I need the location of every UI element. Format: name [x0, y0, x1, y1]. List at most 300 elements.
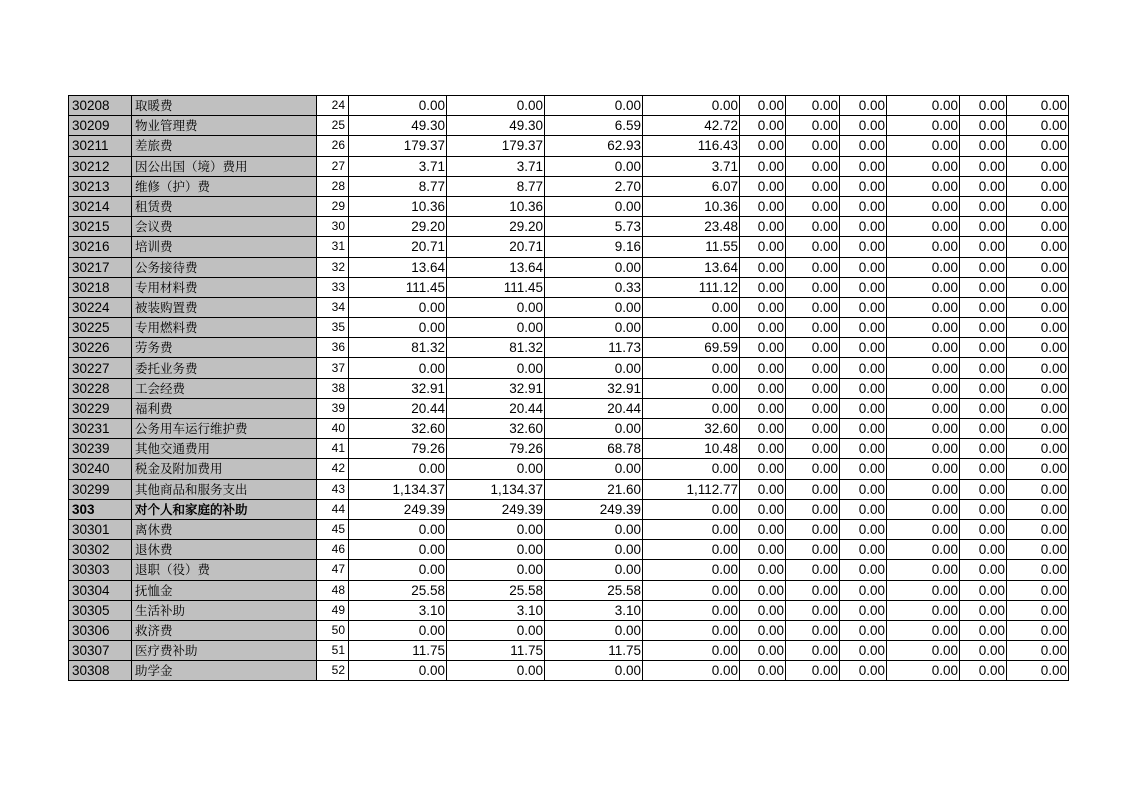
- amount-cell: 0.00: [960, 358, 1007, 378]
- amount-cell: 0.00: [887, 217, 960, 237]
- amount-cell: 0.00: [840, 237, 887, 257]
- amount-cell: 0.00: [1007, 297, 1069, 317]
- amount-cell: 0.00: [740, 560, 786, 580]
- amount-cell: 0.00: [960, 257, 1007, 277]
- amount-cell: 0.00: [960, 560, 1007, 580]
- account-name-cell: 取暖费: [132, 96, 317, 116]
- amount-cell: 0.00: [887, 176, 960, 196]
- amount-cell: 25.58: [545, 580, 643, 600]
- amount-cell: 0.00: [740, 661, 786, 681]
- account-name-cell: 专用材料费: [132, 277, 317, 297]
- account-code-cell: 30216: [69, 237, 132, 257]
- line-number-cell: 30: [317, 217, 349, 237]
- amount-cell: 0.00: [1007, 479, 1069, 499]
- amount-cell: 0.00: [740, 136, 786, 156]
- amount-cell: 0.00: [887, 338, 960, 358]
- amount-cell: 0.00: [740, 297, 786, 317]
- line-number-cell: 46: [317, 540, 349, 560]
- amount-cell: 0.00: [786, 338, 840, 358]
- amount-cell: 0.00: [786, 136, 840, 156]
- amount-cell: 81.32: [447, 338, 545, 358]
- amount-cell: 0.00: [545, 419, 643, 439]
- account-name-cell: 助学金: [132, 661, 317, 681]
- amount-cell: 0.00: [1007, 217, 1069, 237]
- amount-cell: 32.91: [349, 378, 447, 398]
- amount-cell: 10.36: [349, 196, 447, 216]
- table-row: [69, 156, 1069, 176]
- amount-cell: 0.00: [840, 661, 887, 681]
- amount-cell: 0.00: [740, 459, 786, 479]
- amount-cell: 0.00: [840, 297, 887, 317]
- amount-cell: 0.00: [1007, 580, 1069, 600]
- account-code-cell: 30301: [69, 519, 132, 539]
- amount-cell: 0.00: [1007, 519, 1069, 539]
- amount-cell: 0.00: [643, 560, 740, 580]
- amount-cell: 0.00: [786, 237, 840, 257]
- account-code-cell: 30212: [69, 156, 132, 176]
- amount-cell: 0.00: [740, 277, 786, 297]
- amount-cell: 0.00: [840, 439, 887, 459]
- amount-cell: 0.00: [545, 156, 643, 176]
- amount-cell: 0.00: [1007, 237, 1069, 257]
- amount-cell: 20.44: [349, 398, 447, 418]
- amount-cell: 0.00: [1007, 277, 1069, 297]
- amount-cell: 3.10: [349, 600, 447, 620]
- account-code-cell: 30305: [69, 600, 132, 620]
- amount-cell: 0.00: [786, 661, 840, 681]
- amount-cell: 11.75: [545, 641, 643, 661]
- line-number-cell: 47: [317, 560, 349, 580]
- amount-cell: 0.00: [840, 378, 887, 398]
- amount-cell: 0.00: [786, 560, 840, 580]
- amount-cell: 0.00: [840, 217, 887, 237]
- table-row: [69, 620, 1069, 640]
- amount-cell: 0.00: [740, 479, 786, 499]
- amount-cell: 0.00: [887, 257, 960, 277]
- line-number-cell: 52: [317, 661, 349, 681]
- amount-cell: 8.77: [447, 176, 545, 196]
- amount-cell: 3.71: [447, 156, 545, 176]
- table-row: [69, 297, 1069, 317]
- amount-cell: 0.00: [545, 459, 643, 479]
- line-number-cell: 26: [317, 136, 349, 156]
- amount-cell: 111.45: [349, 277, 447, 297]
- account-code-cell: 30307: [69, 641, 132, 661]
- table-row: [69, 217, 1069, 237]
- amount-cell: 0.00: [960, 217, 1007, 237]
- line-number-cell: 34: [317, 297, 349, 317]
- amount-cell: 0.00: [545, 96, 643, 116]
- amount-cell: 0.00: [960, 580, 1007, 600]
- account-name-cell: 生活补助: [132, 600, 317, 620]
- amount-cell: 0.00: [960, 398, 1007, 418]
- amount-cell: 0.00: [960, 338, 1007, 358]
- amount-cell: 0.00: [840, 459, 887, 479]
- amount-cell: 79.26: [447, 439, 545, 459]
- line-number-cell: 45: [317, 519, 349, 539]
- table-row: [69, 641, 1069, 661]
- table-row: [69, 600, 1069, 620]
- amount-cell: 0.00: [740, 378, 786, 398]
- amount-cell: 0.00: [887, 459, 960, 479]
- amount-cell: 0.00: [740, 439, 786, 459]
- amount-cell: 0.00: [960, 237, 1007, 257]
- amount-cell: 249.39: [349, 499, 447, 519]
- amount-cell: 0.00: [740, 196, 786, 216]
- account-code-cell: 303: [69, 499, 132, 519]
- amount-cell: 10.36: [447, 196, 545, 216]
- amount-cell: 25.58: [447, 580, 545, 600]
- amount-cell: 29.20: [447, 217, 545, 237]
- amount-cell: 3.71: [349, 156, 447, 176]
- amount-cell: 0.00: [786, 499, 840, 519]
- amount-cell: 0.00: [740, 176, 786, 196]
- amount-cell: 0.00: [786, 479, 840, 499]
- amount-cell: 0.00: [887, 661, 960, 681]
- account-code-cell: 30228: [69, 378, 132, 398]
- amount-cell: 0.00: [740, 116, 786, 136]
- amount-cell: 10.36: [643, 196, 740, 216]
- table-row: [69, 196, 1069, 216]
- amount-cell: 0.00: [740, 620, 786, 640]
- account-code-cell: 30308: [69, 661, 132, 681]
- amount-cell: 0.00: [887, 297, 960, 317]
- amount-cell: 0.00: [545, 318, 643, 338]
- table-row: [69, 318, 1069, 338]
- amount-cell: 49.30: [447, 116, 545, 136]
- amount-cell: 0.00: [643, 499, 740, 519]
- line-number-cell: 51: [317, 641, 349, 661]
- amount-cell: 0.00: [840, 156, 887, 176]
- amount-cell: 32.60: [349, 419, 447, 439]
- table-row: [69, 96, 1069, 116]
- line-number-cell: 49: [317, 600, 349, 620]
- line-number-cell: 35: [317, 318, 349, 338]
- amount-cell: 0.00: [786, 116, 840, 136]
- account-code-cell: 30240: [69, 459, 132, 479]
- amount-cell: 0.00: [643, 297, 740, 317]
- amount-cell: 0.33: [545, 277, 643, 297]
- line-number-cell: 32: [317, 257, 349, 277]
- amount-cell: 0.00: [887, 540, 960, 560]
- amount-cell: 25.58: [349, 580, 447, 600]
- amount-cell: 0.00: [643, 519, 740, 539]
- amount-cell: 0.00: [1007, 641, 1069, 661]
- account-name-cell: 租赁费: [132, 196, 317, 216]
- amount-cell: 0.00: [887, 398, 960, 418]
- amount-cell: 32.60: [643, 419, 740, 439]
- table-row: [69, 398, 1069, 418]
- amount-cell: 0.00: [887, 156, 960, 176]
- line-number-cell: 36: [317, 338, 349, 358]
- amount-cell: 32.91: [447, 378, 545, 398]
- amount-cell: 0.00: [887, 560, 960, 580]
- amount-cell: 0.00: [960, 196, 1007, 216]
- table-row: [69, 519, 1069, 539]
- amount-cell: 0.00: [960, 600, 1007, 620]
- amount-cell: 0.00: [960, 439, 1007, 459]
- line-number-cell: 44: [317, 499, 349, 519]
- amount-cell: 0.00: [786, 540, 840, 560]
- account-name-cell: 离休费: [132, 519, 317, 539]
- amount-cell: 0.00: [786, 398, 840, 418]
- amount-cell: 0.00: [786, 641, 840, 661]
- amount-cell: 0.00: [1007, 96, 1069, 116]
- amount-cell: 0.00: [447, 540, 545, 560]
- amount-cell: 0.00: [960, 378, 1007, 398]
- amount-cell: 0.00: [643, 620, 740, 640]
- table-body: [69, 96, 1069, 681]
- account-code-cell: 30225: [69, 318, 132, 338]
- amount-cell: 0.00: [349, 297, 447, 317]
- amount-cell: 0.00: [840, 479, 887, 499]
- amount-cell: 0.00: [840, 196, 887, 216]
- amount-cell: 0.00: [786, 459, 840, 479]
- amount-cell: 0.00: [545, 196, 643, 216]
- line-number-cell: 27: [317, 156, 349, 176]
- amount-cell: 0.00: [643, 600, 740, 620]
- amount-cell: 81.32: [349, 338, 447, 358]
- amount-cell: 0.00: [643, 540, 740, 560]
- amount-cell: 0.00: [447, 620, 545, 640]
- amount-cell: 0.00: [1007, 419, 1069, 439]
- amount-cell: 0.00: [840, 277, 887, 297]
- amount-cell: 0.00: [740, 600, 786, 620]
- amount-cell: 0.00: [840, 318, 887, 338]
- amount-cell: 0.00: [786, 96, 840, 116]
- account-name-cell: 退职（役）费: [132, 560, 317, 580]
- amount-cell: 68.78: [545, 439, 643, 459]
- amount-cell: 0.00: [887, 277, 960, 297]
- amount-cell: 0.00: [887, 318, 960, 338]
- account-code-cell: 30299: [69, 479, 132, 499]
- amount-cell: 0.00: [887, 580, 960, 600]
- account-code-cell: 30209: [69, 116, 132, 136]
- amount-cell: 6.07: [643, 176, 740, 196]
- amount-cell: 0.00: [960, 96, 1007, 116]
- amount-cell: 111.12: [643, 277, 740, 297]
- amount-cell: 0.00: [1007, 156, 1069, 176]
- line-number-cell: 50: [317, 620, 349, 640]
- amount-cell: 0.00: [447, 297, 545, 317]
- amount-cell: 1,112.77: [643, 479, 740, 499]
- account-name-cell: 因公出国（境）费用: [132, 156, 317, 176]
- amount-cell: 0.00: [349, 560, 447, 580]
- amount-cell: 0.00: [447, 318, 545, 338]
- table-row: [69, 479, 1069, 499]
- amount-cell: 0.00: [887, 196, 960, 216]
- amount-cell: 0.00: [349, 96, 447, 116]
- amount-cell: 0.00: [1007, 459, 1069, 479]
- table-row: [69, 439, 1069, 459]
- table-row: [69, 358, 1069, 378]
- line-number-cell: 43: [317, 479, 349, 499]
- amount-cell: 9.16: [545, 237, 643, 257]
- amount-cell: 32.91: [545, 378, 643, 398]
- amount-cell: 0.00: [840, 519, 887, 539]
- amount-cell: 0.00: [1007, 378, 1069, 398]
- amount-cell: 0.00: [786, 297, 840, 317]
- account-name-cell: 委托业务费: [132, 358, 317, 378]
- amount-cell: 0.00: [887, 116, 960, 136]
- table-row: [69, 560, 1069, 580]
- account-code-cell: 30214: [69, 196, 132, 216]
- amount-cell: 0.00: [840, 499, 887, 519]
- amount-cell: 0.00: [1007, 358, 1069, 378]
- amount-cell: 0.00: [545, 661, 643, 681]
- amount-cell: 0.00: [740, 96, 786, 116]
- amount-cell: 0.00: [1007, 540, 1069, 560]
- amount-cell: 42.72: [643, 116, 740, 136]
- account-code-cell: 30211: [69, 136, 132, 156]
- amount-cell: 0.00: [840, 540, 887, 560]
- amount-cell: 0.00: [740, 257, 786, 277]
- account-code-cell: 30213: [69, 176, 132, 196]
- table-row: [69, 661, 1069, 681]
- table-row: [69, 237, 1069, 257]
- amount-cell: 11.75: [349, 641, 447, 661]
- amount-cell: 0.00: [960, 540, 1007, 560]
- expenditure-table: [68, 95, 1069, 681]
- amount-cell: 0.00: [960, 479, 1007, 499]
- amount-cell: 0.00: [887, 136, 960, 156]
- amount-cell: 0.00: [545, 540, 643, 560]
- amount-cell: 0.00: [643, 378, 740, 398]
- amount-cell: 1,134.37: [447, 479, 545, 499]
- line-number-cell: 37: [317, 358, 349, 378]
- line-number-cell: 25: [317, 116, 349, 136]
- table-row: [69, 419, 1069, 439]
- amount-cell: 0.00: [740, 580, 786, 600]
- amount-cell: 11.55: [643, 237, 740, 257]
- amount-cell: 0.00: [960, 499, 1007, 519]
- amount-cell: 0.00: [545, 620, 643, 640]
- amount-cell: 0.00: [1007, 398, 1069, 418]
- amount-cell: 32.60: [447, 419, 545, 439]
- amount-cell: 0.00: [349, 540, 447, 560]
- amount-cell: 0.00: [545, 358, 643, 378]
- amount-cell: 23.48: [643, 217, 740, 237]
- amount-cell: 0.00: [840, 398, 887, 418]
- line-number-cell: 33: [317, 277, 349, 297]
- amount-cell: 0.00: [349, 620, 447, 640]
- amount-cell: 0.00: [786, 196, 840, 216]
- amount-cell: 0.00: [840, 116, 887, 136]
- amount-cell: 0.00: [960, 419, 1007, 439]
- account-name-cell: 抚恤金: [132, 580, 317, 600]
- amount-cell: 0.00: [786, 580, 840, 600]
- amount-cell: 11.75: [447, 641, 545, 661]
- amount-cell: 0.00: [960, 318, 1007, 338]
- amount-cell: 0.00: [887, 419, 960, 439]
- table-row: [69, 136, 1069, 156]
- account-code-cell: 30224: [69, 297, 132, 317]
- amount-cell: 0.00: [840, 136, 887, 156]
- account-code-cell: 30229: [69, 398, 132, 418]
- amount-cell: 0.00: [740, 338, 786, 358]
- amount-cell: 0.00: [447, 358, 545, 378]
- account-code-cell: 30302: [69, 540, 132, 560]
- amount-cell: 0.00: [887, 479, 960, 499]
- amount-cell: 11.73: [545, 338, 643, 358]
- amount-cell: 0.00: [349, 661, 447, 681]
- account-name-cell: 会议费: [132, 217, 317, 237]
- amount-cell: 0.00: [960, 116, 1007, 136]
- amount-cell: 0.00: [960, 297, 1007, 317]
- amount-cell: 0.00: [740, 540, 786, 560]
- amount-cell: 3.71: [643, 156, 740, 176]
- amount-cell: 0.00: [786, 318, 840, 338]
- amount-cell: 0.00: [740, 519, 786, 539]
- account-name-cell: 工会经费: [132, 378, 317, 398]
- amount-cell: 0.00: [960, 176, 1007, 196]
- amount-cell: 0.00: [840, 338, 887, 358]
- amount-cell: 0.00: [1007, 257, 1069, 277]
- amount-cell: 0.00: [786, 156, 840, 176]
- account-name-cell: 培训费: [132, 237, 317, 257]
- line-number-cell: 42: [317, 459, 349, 479]
- table-row: [69, 580, 1069, 600]
- amount-cell: 0.00: [786, 519, 840, 539]
- amount-cell: 0.00: [740, 217, 786, 237]
- amount-cell: 0.00: [786, 439, 840, 459]
- account-code-cell: 30218: [69, 277, 132, 297]
- amount-cell: 0.00: [786, 358, 840, 378]
- account-name-cell: 维修（护）费: [132, 176, 317, 196]
- account-name-cell: 其他商品和服务支出: [132, 479, 317, 499]
- account-name-cell: 对个人和家庭的补助: [132, 499, 317, 519]
- amount-cell: 0.00: [349, 519, 447, 539]
- account-name-cell: 公务接待费: [132, 257, 317, 277]
- amount-cell: 0.00: [1007, 560, 1069, 580]
- amount-cell: 0.00: [545, 519, 643, 539]
- line-number-cell: 48: [317, 580, 349, 600]
- amount-cell: 8.77: [349, 176, 447, 196]
- amount-cell: 0.00: [349, 358, 447, 378]
- amount-cell: 0.00: [740, 398, 786, 418]
- account-name-cell: 专用燃料费: [132, 318, 317, 338]
- amount-cell: 0.00: [960, 136, 1007, 156]
- amount-cell: 13.64: [447, 257, 545, 277]
- account-name-cell: 福利费: [132, 398, 317, 418]
- amount-cell: 0.00: [786, 277, 840, 297]
- amount-cell: 1,134.37: [349, 479, 447, 499]
- table-row: [69, 338, 1069, 358]
- amount-cell: 0.00: [840, 560, 887, 580]
- amount-cell: 0.00: [740, 237, 786, 257]
- account-name-cell: 公务用车运行维护费: [132, 419, 317, 439]
- amount-cell: 0.00: [960, 661, 1007, 681]
- amount-cell: 249.39: [545, 499, 643, 519]
- amount-cell: 0.00: [786, 419, 840, 439]
- amount-cell: 0.00: [1007, 196, 1069, 216]
- amount-cell: 0.00: [887, 600, 960, 620]
- amount-cell: 0.00: [887, 641, 960, 661]
- amount-cell: 0.00: [643, 580, 740, 600]
- amount-cell: 179.37: [447, 136, 545, 156]
- amount-cell: 0.00: [960, 620, 1007, 640]
- amount-cell: 0.00: [643, 96, 740, 116]
- amount-cell: 0.00: [1007, 600, 1069, 620]
- amount-cell: 2.70: [545, 176, 643, 196]
- amount-cell: 0.00: [887, 358, 960, 378]
- amount-cell: 0.00: [545, 257, 643, 277]
- account-code-cell: 30215: [69, 217, 132, 237]
- amount-cell: 0.00: [643, 358, 740, 378]
- amount-cell: 0.00: [1007, 318, 1069, 338]
- amount-cell: 116.43: [643, 136, 740, 156]
- amount-cell: 0.00: [740, 318, 786, 338]
